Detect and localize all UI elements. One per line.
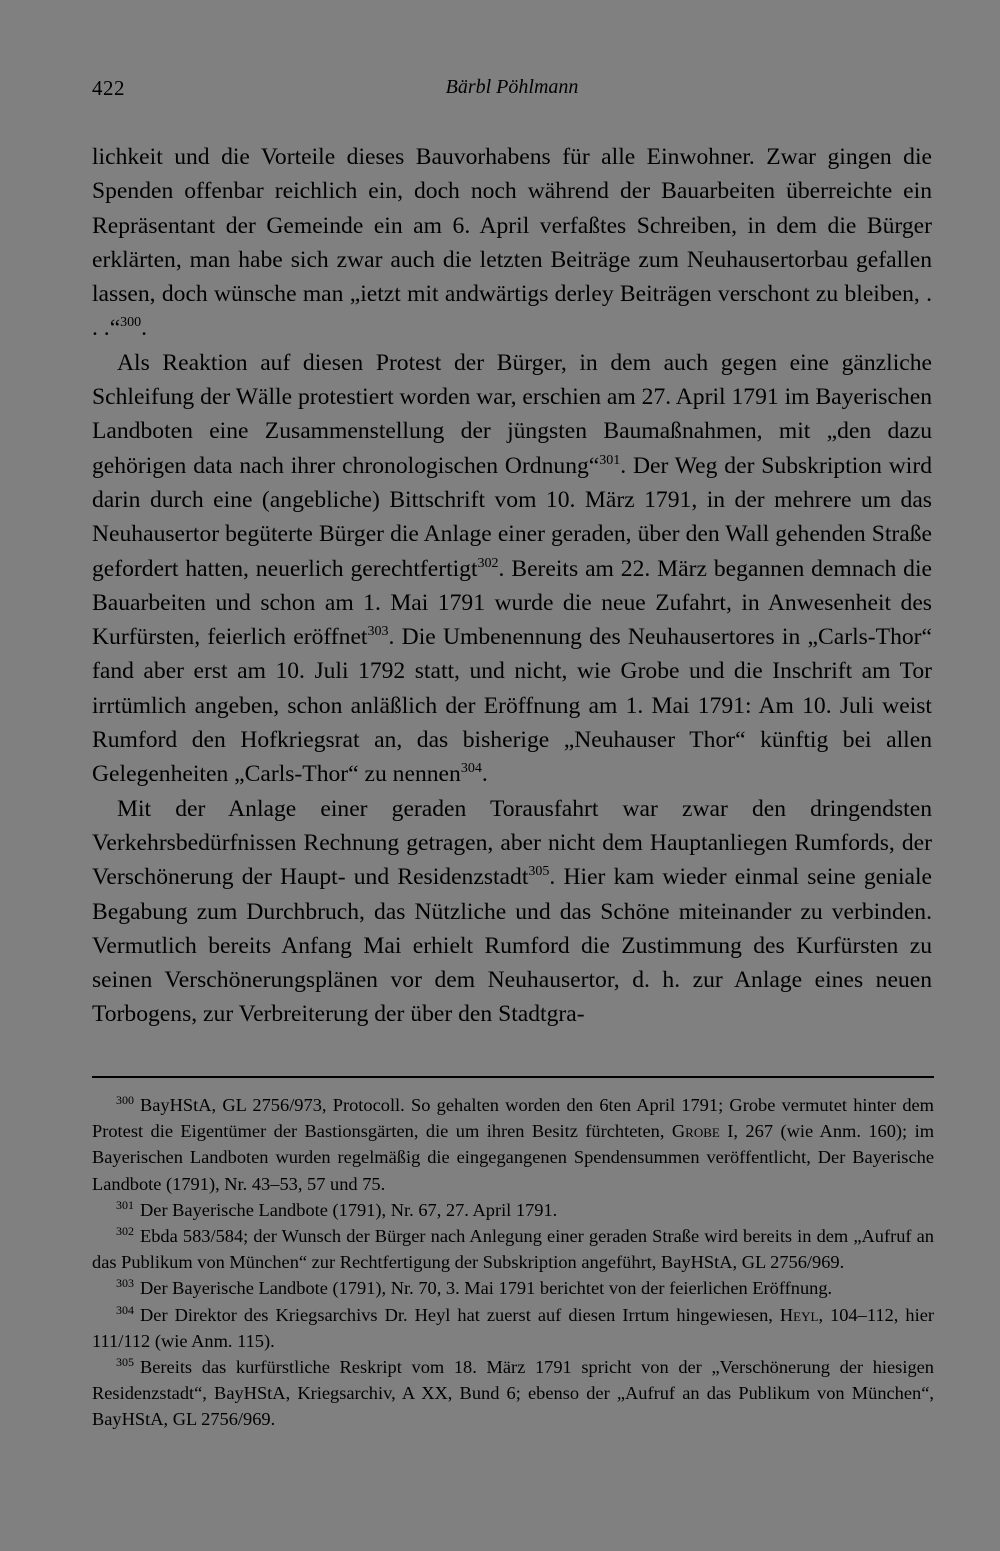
footnote-text: Bereits das kurfürstliche Reskript vom 18. März 1791 spricht von der „Verschönerung der hiesigen Residenzstadt“, BayHStA, Kriegsarchiv, A XX, Bund 6; ebenso der „Aufruf an das Publikum von München“, BayHStA, GL 2756/969. [92,1357,934,1430]
footnote-text: Der Direktor des Kriegsarchivs Dr. Heyl hat zuerst auf diesen Irrtum hingewiesen, [140,1304,773,1325]
footnote [92,1223,934,1275]
paragraph [92,792,932,1032]
footnote-reference: 302 [477,555,499,571]
footnote-text: Der Bayerische Landbote (1791), Nr. 67, 27. April 1791. [140,1199,558,1220]
paragraph-text: . Die Umbenennung des Neuhausertores in „Carls-Thor“ fand aber erst am 10. Juli 1792 statt, und nicht, wie Grobe und die Inschrift am Tor irrtümlich angeben, schon anläßlich der Eröffnung am 1. Mai 1791: Am 10. Juli weist Rumford den Hofkriegsrat an, das bisherige „Neuhauser Thor“ künftig bei allen Gelegenheiten „Carls-Thor“ zu nennen [92,624,932,788]
paragraph-text: . [481,761,488,788]
footnote-reference: 305 [528,864,550,880]
paragraph [92,140,932,346]
footnotes [92,1092,934,1433]
footnote-reference: 303 [367,624,389,640]
footnote-number: 305 [116,1355,134,1370]
paragraph-text: Als Reaktion auf diesen Protest der Bürger, in dem auch gegen eine gänzliche Schleifung der Wälle protestiert worden war, erschien am 27. April 1791 im Bayerischen Landboten eine Zusammenstellung der jüngsten Baumaßnahmen, mit „den dazu gehörigen data nach ihrer chronologischen Ordnung“ [92,349,932,479]
footnote-reference: 304 [460,761,482,777]
footnote-text: I, 267 (wie Anm. 160); im Bayerischen Landboten wurden regelmäßig die eingegangenen Spendensummen veröffentlicht, Der Bayerische Landbote (1791), Nr. 43–53, 57 und 75. [92,1121,935,1194]
paragraph-text: . Bereits am 22. März begannen demnach die Bauarbeiten und schon am 1. Mai 1791 wurde die neue Zufahrt, in Anwesenheit des Kurfürsten, feierlich eröffnet [92,555,933,651]
footnote-text: BayHStA, GL 2756/973, Protocoll. So gehalten worden den 6ten April 1791; Grobe vermutet hinter dem Protest die Eigentümer der Bastionsgärten, die um ihren Besitz fürchteten, [92,1095,934,1142]
paragraph-text: Mit der Anlage einer geraden Torausfahrt war zwar den dringendsten Verkehrsbedürfnissen Rechnung getragen, aber nicht dem Hauptanliegen Rumfords, der Verschönerung der Haupt- und Residenzstadt [92,795,932,891]
paragraph [92,346,932,792]
footnote-text: Der Bayerische Landbote (1791), Nr. 70, 3. Mai 1791 berichtet von der feierlichen Eröffnung. [140,1278,833,1299]
author-name: Heyl [779,1304,819,1325]
paragraph-text: lichkeit und die Vorteile dieses Bauvorhabens für alle Einwohner. Zwar gingen die Spenden offenbar reichlich ein, doch noch während der Bauarbeiten überreichte ein Repräsentant der Gemeinde ein am 6. April verfaßtes Schreiben, in dem die Bürger erklärten, man habe sich zwar auch die letzten Beiträge zum Neuhausertorbau gefallen lassen, doch wünsche man „ietzt mit andwärtigs derley Beiträgen verschont zu bleiben, . . .“ [92,144,932,342]
footnote [92,1092,934,1197]
running-head-author: Bärbl Pöhlmann [445,76,579,98]
footnote-reference: 300 [120,315,142,331]
footnote [92,1354,934,1433]
author-name: Grobe [671,1121,720,1142]
paragraph-text: . [141,315,148,342]
footnote-number: 304 [116,1302,134,1317]
footnote [92,1302,934,1354]
main-text [92,140,932,1032]
footnote-number: 301 [116,1197,134,1212]
paragraph-text: . Der Weg der Subskription wird darin durch eine (angebliche) Bittschrift vom 10. März 1791, in der mehrere um das Neuhausertor begüterte Bürger die Anlage einer geraden, über den Wall gehenden Straße gefordert hatten, neuerlich gerechtfertigt [92,452,932,582]
footnote-text: Ebda 583/584; der Wunsch der Bürger nach Anlegung einer geraden Straße wird bereits in dem „Aufruf an das Publikum von München“ zur Rechtfertigung der Subskription angeführt, BayHStA, GL 2756/969. [92,1226,934,1273]
footnote [92,1275,934,1301]
footnote-number: 303 [116,1276,134,1291]
footnote-number: 302 [116,1224,134,1239]
footnote-reference: 301 [599,452,621,468]
footnote-number: 300 [116,1093,134,1107]
footnote-text: , 104–112, hier 111/112 (wie Anm. 115). [92,1304,934,1351]
footnote-divider [92,1076,934,1078]
paragraph-text: . Hier kam wieder einmal seine geniale Begabung zum Durchbruch, das Nützliche und das Schöne miteinander zu verbinden. Vermutlich bereits Anfang Mai erhielt Rumford die Zustimmung des Kurfürsten zu seinen Verschönerungsplänen vor dem Neuhausertor, d. h. zur Anlage eines neuen Torbogens, zur Verbreiterung der über den Stadtgra- [92,864,933,1028]
footnote [92,1197,934,1223]
running-head [92,76,932,104]
page-number: 422 [92,76,125,100]
